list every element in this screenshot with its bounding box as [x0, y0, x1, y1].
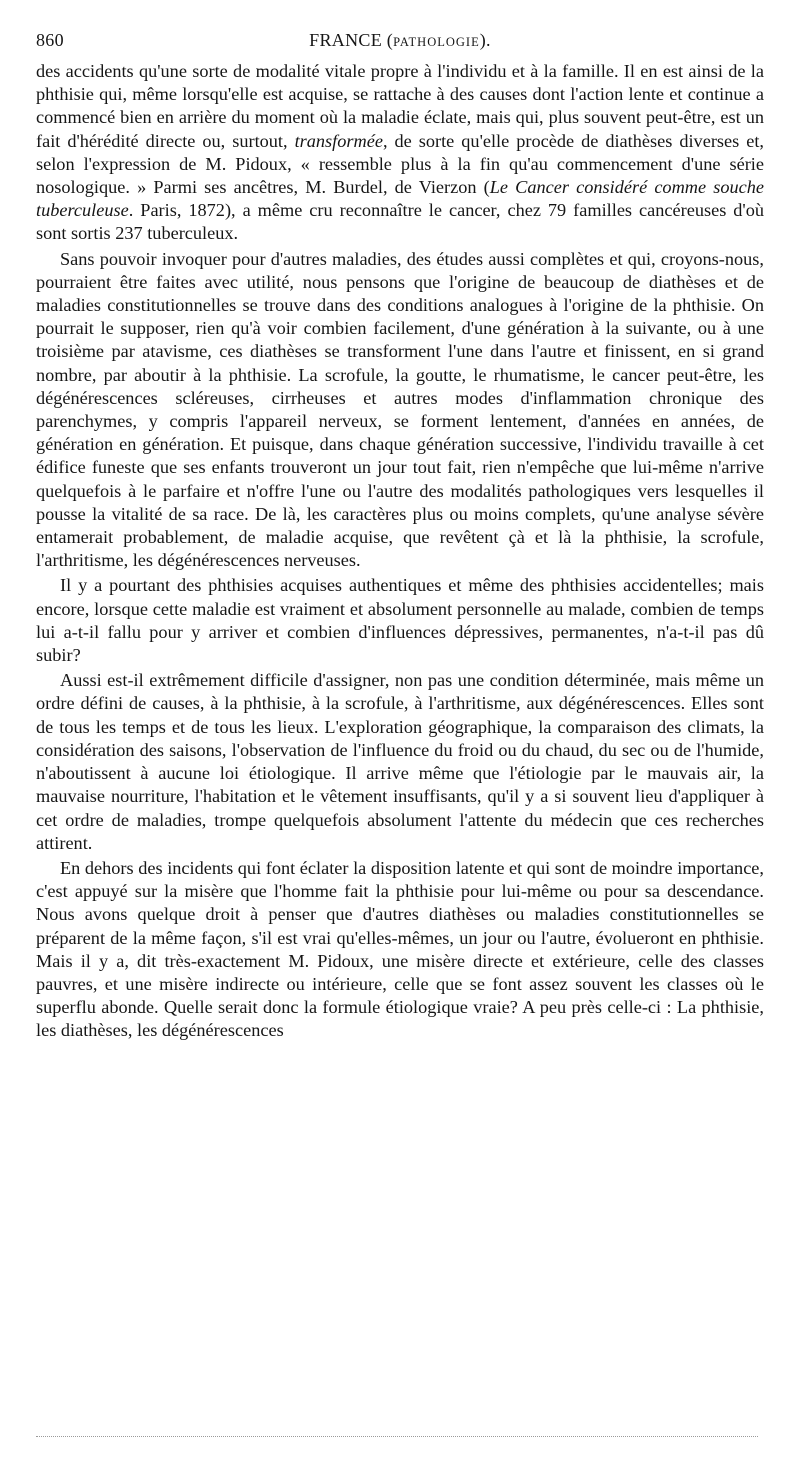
text-run: . Paris, 1872), a même cru reconnaître le cancer, chez 79 familles cancéreuses d'où sont sortis 237 tuberculeux. — [36, 200, 764, 244]
paragraph — [36, 574, 764, 667]
paragraph — [36, 248, 764, 573]
paragraph-continued — [36, 60, 764, 246]
paragraph — [36, 669, 764, 855]
text-run: des accidents qu'une sorte de modalité vitale propre à l'individu et à la famille. Il en est ainsi de la phthisie qui, même lorsqu'elle est acquise, se rattache à des causes dont l'action lente et continue a commencé bien en arrière du moment où la maladie éclate, mais qui, plus souvent peut-être, est un fait d'hérédité directe ou, surtout, — [36, 61, 764, 151]
italic-text: Le Cancer considéré comme souche tuberculeuse — [36, 177, 764, 221]
page-header — [36, 24, 764, 54]
document-page — [36, 24, 764, 1043]
italic-text: transformée — [294, 130, 383, 151]
paragraph — [36, 857, 764, 1043]
text-run: En dehors des incidents qui font éclater la disposition latente et qui sont de moindre importance, c'est appuyé sur la misère que l'homme fait la phthisie pour lui-même ou pour sa descendance. Nous avons quelque droit à penser que d'autres diathèses ou maladies constitutionnelles se préparent de la même façon, s'il est vrai qu'elles-mêmes, un jour ou l'autre, évolueront en phthisie. Mais il y a, dit très-exactement M. Pidoux, une misère directe et extérieure, celle des classes pauvres, et une misère indirecte ou intérieure, celle que se font assez souvent les classes où le superflu abonde. Quelle serait donc la formule étiologique vraie? A peu près celle-ci : La phthisie, les diathèses, les dégénérescences — [36, 857, 764, 1041]
page-number: 860 — [36, 30, 64, 50]
text-run: Sans pouvoir invoquer pour d'autres maladies, des études aussi complètes et qui, croyons-nous, pourraient être faites avec utilité, nous pensons que l'origine de beaucoup de diathèses et de maladies constitutionnelles se trouve dans des conditions analogues à l'origine de la phthisie. On pourrait le supposer, rien qu'à voir combien facilement, d'une génération à la suivante, ou à une troisième par atavisme, ces diathèses se transforment l'une dans l'autre et finissent, en si grand nombre, par aboutir à la phthisie. La scrofule, la goutte, le rhumatisme, le cancer peut-être, les dégénérescences scléreuses, cirrheuses et autres modes d'inflammation chronique des parenchymes, y compris l'appareil nerveux, se forment lentement, d'années en années, de génération en génération. Et puisque, dans chaque génération successive, l'individu travaille à cet édifice funeste que ses enfants trouveront un jour tout fait, rien n'empêche que lui-même n'arrive quelquefois à le parfaire et n'offre l'une ou l'autre des modalités pathologiques vers lesquelles il pousse la vitalité de sa race. De là, les caractères plus ou moins complets, qu'une analyse sévère entamerait probablement, de maladie acquise, que revêtent çà et là la phthisie, la scrofule, l'arthritisme, les dégénérescences nerveuses. — [36, 248, 764, 571]
footer-rule — [36, 1436, 758, 1437]
running-title-main: FRANCE ( — [309, 30, 394, 50]
running-title-close: ). — [479, 30, 491, 50]
text-run: , de sorte qu'elle procède de diathèses diverses et, selon l'expression de M. Pidoux, « ressemble plus à la fin qu'au commencement d'une série nosologique. » Parmi ses ancêtres, M. Burdel, de Vierzon ( — [36, 130, 765, 198]
text-run: Aussi est-il extrêmement difficile d'assigner, non pas une condition déterminée, mais même un ordre défini de causes, à la phthisie, à la scrofule, à l'arthritisme, aux dégénérescences. Elles sont de tous les temps et de tous les lieux. L'exploration géographique, la comparaison des climats, la considération des saisons, l'observation de l'influence du froid ou du chaud, du sec ou de l'humide, n'aboutissent à aucune loi étiologique. Il arrive même que l'étiologie par le mauvais air, la mauvaise nourriture, l'habitation et le vêtement insuffisants, qu'il y a si souvent lieu d'appliquer à cet ordre de maladies, trompe quelquefois absolument l'attente du médecin que ces recherches attirent. — [36, 670, 764, 853]
running-title-subject: PATHOLOGIE — [393, 35, 480, 49]
text-run: Il y a pourtant des phthisies acquises authentiques et même des phthisies accidentelles; mais encore, lorsque cette maladie est vraiment et absolument personnelle au malade, combien de temps lui a-t-il fallu pour y arriver et combien d'influences dépressives, permanentes, n'a-t-il pas dû subir? — [36, 575, 764, 666]
body-text — [36, 60, 764, 1043]
running-title — [36, 30, 764, 51]
